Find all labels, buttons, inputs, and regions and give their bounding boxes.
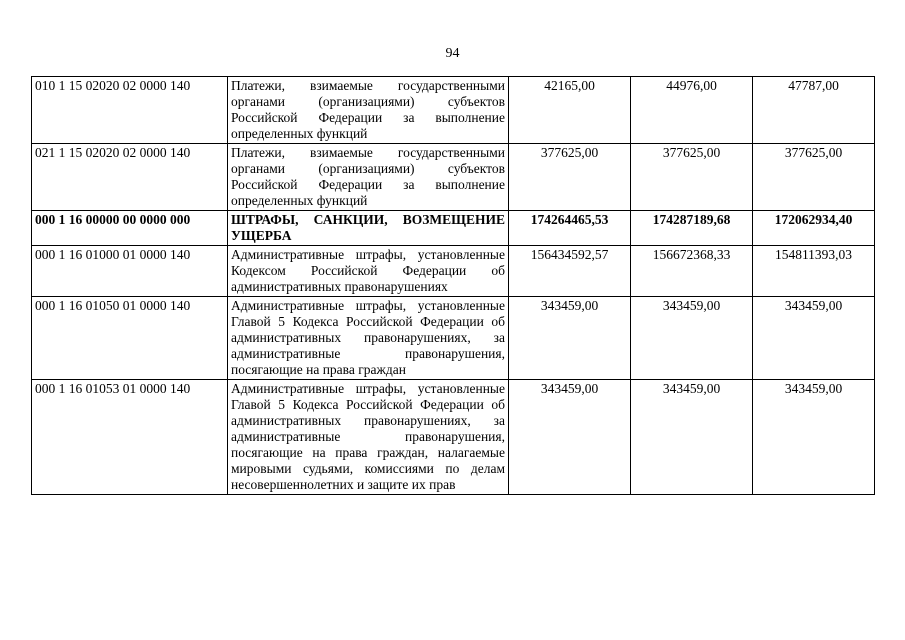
- row-value-3-cell: 172062934,40: [753, 211, 875, 246]
- table-row: [32, 77, 875, 144]
- row-value-2-cell: 343459,00: [631, 380, 753, 495]
- page-number: 94: [445, 46, 460, 61]
- row-value-3-cell: 343459,00: [753, 380, 875, 495]
- row-code-cell: 010 1 15 02020 02 0000 140: [32, 77, 228, 144]
- row-value-3-cell: 343459,00: [753, 297, 875, 380]
- row-value-2-cell: 377625,00: [631, 144, 753, 211]
- row-value-1-cell: 156434592,57: [509, 246, 631, 297]
- row-value-1-cell: 343459,00: [509, 380, 631, 495]
- row-name-cell: Административные штрафы, установленные Главой 5 Кодекса Российской Федерации об административных правонарушениях, за административные правонарушения, посягающие на права граждан, налагаемые мировыми судьями, комиссиями по делам несовершеннолетних и защите их прав: [228, 380, 509, 495]
- row-value-3-cell: 154811393,03: [753, 246, 875, 297]
- row-code-cell: 000 1 16 01053 01 0000 140: [32, 380, 228, 495]
- row-value-3-cell: 377625,00: [753, 144, 875, 211]
- row-value-1-cell: 343459,00: [509, 297, 631, 380]
- table-body: [32, 77, 875, 495]
- table-row: [32, 297, 875, 380]
- row-name-cell: Платежи, взимаемые государственными органами (организациями) субъектов Российской Федерации за выполнение определенных функций: [228, 144, 509, 211]
- row-code-cell: 000 1 16 01050 01 0000 140: [32, 297, 228, 380]
- budget-revenue-table: [31, 76, 875, 495]
- row-code-cell: 000 1 16 00000 00 0000 000: [32, 211, 228, 246]
- row-value-1-cell: 42165,00: [509, 77, 631, 144]
- row-code-cell: 021 1 15 02020 02 0000 140: [32, 144, 228, 211]
- row-name-cell: Административные штрафы, установленные Главой 5 Кодекса Российской Федерации об административных правонарушениях, за административные правонарушения, посягающие на права граждан: [228, 297, 509, 380]
- table-row: [32, 380, 875, 495]
- row-name-cell: ШТРАФЫ, САНКЦИИ, ВОЗМЕЩЕНИЕ УЩЕРБА: [228, 211, 509, 246]
- row-name-cell: Платежи, взимаемые государственными органами (организациями) субъектов Российской Федерации за выполнение определенных функций: [228, 77, 509, 144]
- row-code-cell: 000 1 16 01000 01 0000 140: [32, 246, 228, 297]
- table-row: [32, 246, 875, 297]
- row-value-2-cell: 343459,00: [631, 297, 753, 380]
- table-row: [32, 144, 875, 211]
- table-row-section-total: [32, 211, 875, 246]
- row-value-1-cell: 377625,00: [509, 144, 631, 211]
- row-value-2-cell: 174287189,68: [631, 211, 753, 246]
- row-value-2-cell: 44976,00: [631, 77, 753, 144]
- row-value-2-cell: 156672368,33: [631, 246, 753, 297]
- row-value-3-cell: 47787,00: [753, 77, 875, 144]
- row-name-cell: Административные штрафы, установленные Кодексом Российской Федерации об административных правонарушениях: [228, 246, 509, 297]
- row-value-1-cell: 174264465,53: [509, 211, 631, 246]
